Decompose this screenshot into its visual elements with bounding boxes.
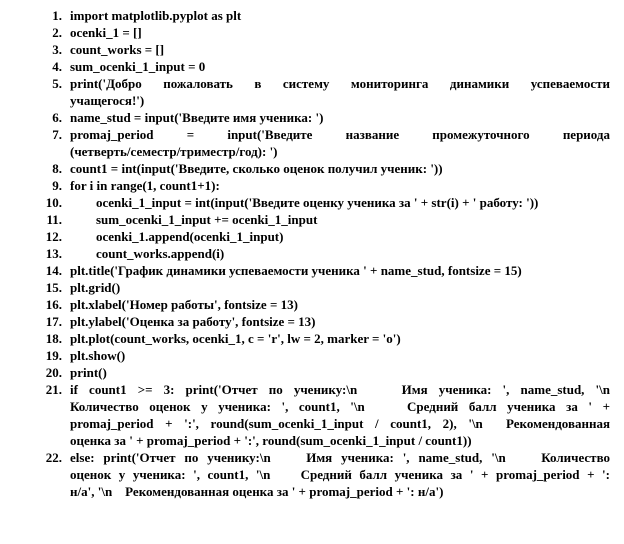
line-number: 8. [52,161,62,176]
line-number: 15. [45,280,62,295]
line-text: plt.title('График динамики успеваемости ученика ' + name_stud, fontsize = 15) [70,263,522,278]
line-number: 20. [45,365,62,380]
line-number: 6. [52,110,62,125]
code-line [0,296,624,313]
code-line-continuation [0,398,624,415]
line-number: 1. [52,8,62,23]
line-number: 7. [52,127,62,142]
line-number: 12. [45,229,62,244]
line-text: учащегося!') [70,93,145,108]
code-line [0,177,624,194]
line-text: ocenki_1_input = int(input('Введите оценку ученика за ' + str(i) + ' работу: ')) [96,195,539,210]
line-text: (четверть/семестр/триместр/год): ') [70,144,278,159]
line-text: plt.grid() [70,280,121,295]
line-number: 2. [52,25,62,40]
line-text: ocenki_1.append(ocenki_1_input) [96,229,284,244]
line-text: ocenki_1 = [] [70,25,142,40]
line-number: 5. [52,76,62,91]
code-line [0,7,624,24]
line-text: else: print('Отчет по ученику:\n Имя ученика: ', name_stud, '\n Количество [70,450,610,465]
code-line-continuation [0,432,624,449]
line-text: name_stud = input('Введите имя ученика: ') [70,110,324,125]
code-line-continuation [0,483,624,500]
line-text: plt.plot(count_works, ocenki_1, c = 'r', lw = 2, marker = 'o') [70,331,401,346]
code-line [0,381,624,398]
line-text: if count1 >= 3: print('Отчет по ученику:\n Имя ученика: ', name_stud, '\n [70,382,610,397]
line-number: 11. [46,212,62,227]
line-number: 4. [52,59,62,74]
line-text: count_works.append(i) [96,246,225,261]
line-number: 13. [45,246,62,261]
line-number: 19. [45,348,62,363]
line-number: 14. [45,263,62,278]
code-line [0,228,624,245]
code-line [0,279,624,296]
line-text: print('Добро пожаловать в систему мониторинга динамики успеваемости [70,76,610,91]
line-text: print() [70,365,107,380]
line-text: sum_ocenki_1_input += ocenki_1_input [96,212,318,227]
line-number: 10. [45,195,62,210]
code-line [0,109,624,126]
code-line [0,364,624,381]
line-text: sum_ocenki_1_input = 0 [70,59,206,74]
code-line [0,126,624,143]
line-number: 3. [52,42,62,57]
code-line-continuation [0,466,624,483]
code-line [0,58,624,75]
line-number: 22. [45,450,62,465]
line-text: promaj_period + ':', round(sum_ocenki_1_input / count1, 2), '\n Рекомендованная [70,416,610,431]
line-text: plt.ylabel('Оценка за работу', fontsize = 13) [70,314,316,329]
line-text: import matplotlib.pyplot as plt [70,8,242,23]
line-text: оценок у ученика: ', count1, '\n Средний балл ученика за ' + promaj_period + ': [70,467,610,482]
code-line [0,24,624,41]
line-number: 16. [45,297,62,312]
line-text: plt.xlabel('Номер работы', fontsize = 13) [70,297,298,312]
code-line [0,330,624,347]
code-line [0,313,624,330]
code-line-continuation [0,92,624,109]
line-text: Количество оценок у ученика: ', count1, '\n Средний балл ученика за ' + [70,399,610,414]
line-text: count1 = int(input('Введите, сколько оценок получил ученик: ')) [70,161,443,176]
code-line [0,245,624,262]
code-line [0,347,624,364]
line-number: 21. [45,382,62,397]
line-text: count_works = [] [70,42,165,57]
line-number: 17. [45,314,62,329]
line-number: 9. [52,178,62,193]
code-line [0,449,624,466]
line-text: н/а', '\n Рекомендованная оценка за ' + promaj_period + ': н/а') [70,484,444,499]
line-number: 18. [45,331,62,346]
code-line [0,41,624,58]
code-line-continuation [0,143,624,160]
code-line [0,75,624,92]
code-line-continuation [0,415,624,432]
code-line [0,262,624,279]
line-text: оценка за ' + promaj_period + ':', round(sum_ocenki_1_input / count1)) [70,433,472,448]
code-line [0,194,624,211]
line-text: for i in range(1, count1+1): [70,178,220,193]
code-line [0,211,624,228]
code-line [0,160,624,177]
line-text: plt.show() [70,348,126,363]
line-text: promaj_period = input('Введите название промежуточного периода [70,127,610,142]
